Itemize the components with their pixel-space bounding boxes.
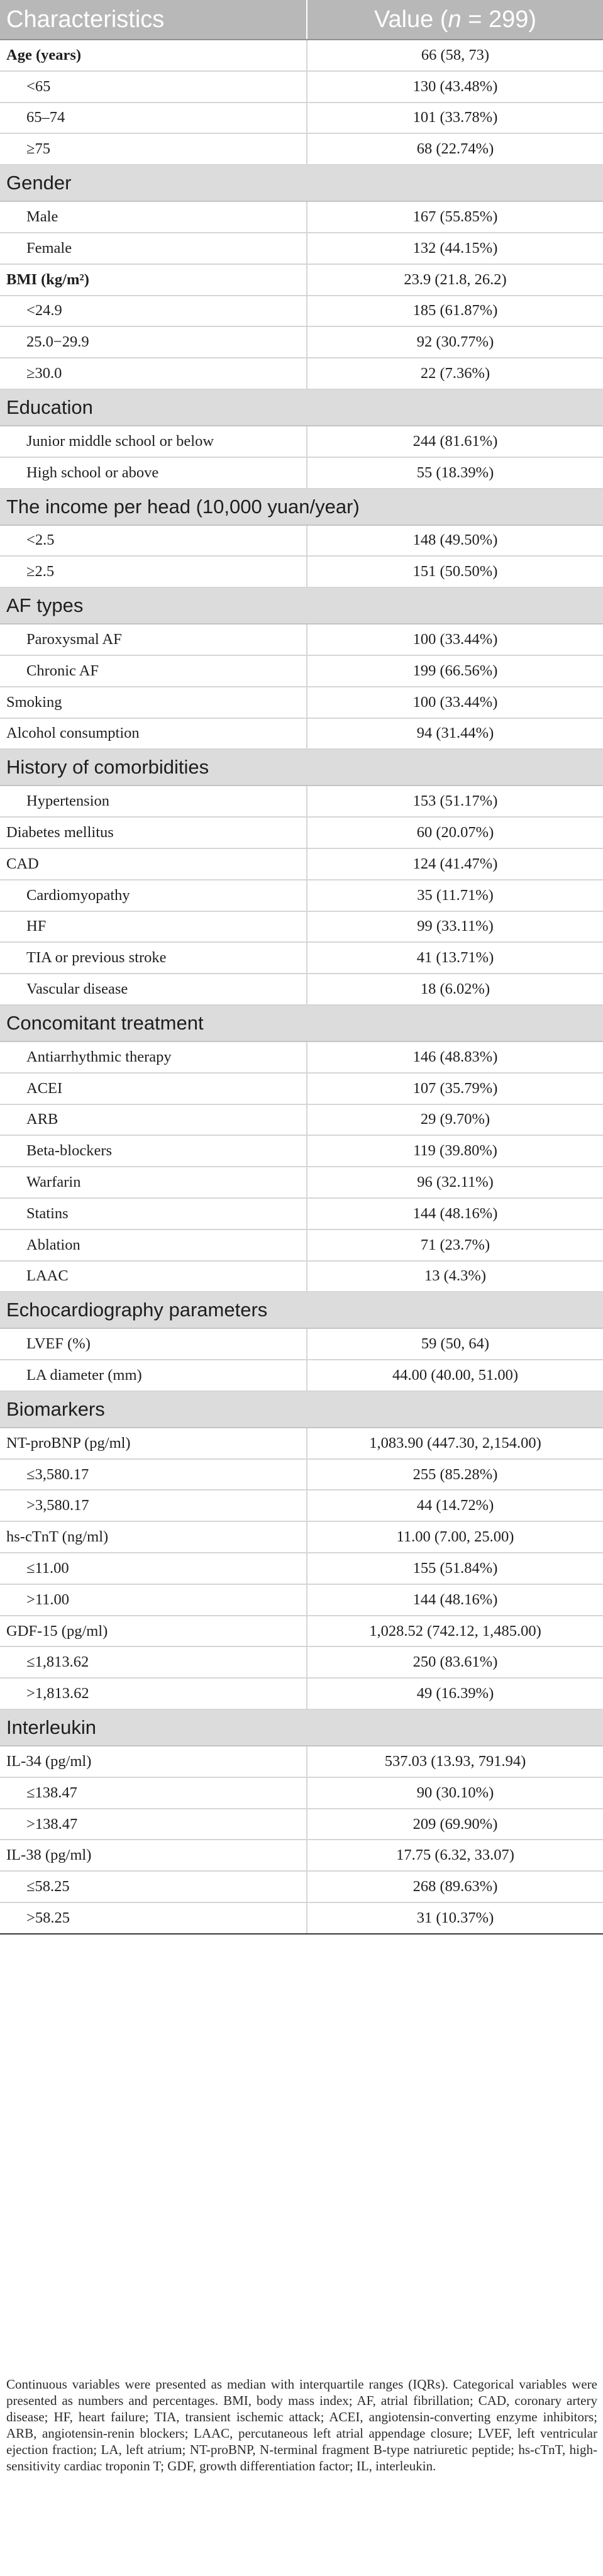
value-column-header: [307, 0, 603, 40]
row-value: 100 (33.44%): [307, 687, 603, 718]
row-label: ≤3,580.17: [0, 1459, 307, 1491]
row-label: <65: [0, 71, 307, 103]
row-label: Cardiomyopathy: [0, 880, 307, 911]
value-header-suffix: = 299): [461, 6, 537, 33]
row-value: 255 (85.28%): [307, 1459, 603, 1491]
section-title: Interleukin: [0, 1709, 603, 1746]
row-label: ≥2.5: [0, 556, 307, 587]
row-label: Female: [0, 233, 307, 264]
row-value: 1,083.90 (447.30, 2,154.00): [307, 1428, 603, 1459]
table-footnote: [6, 2376, 597, 2474]
table-row: [0, 1360, 603, 1391]
row-label: HF: [0, 911, 307, 943]
table-row: [0, 624, 603, 655]
row-value: 94 (31.44%): [307, 718, 603, 750]
row-value: 268 (89.63%): [307, 1871, 603, 1902]
row-value: 537.03 (13.93, 791.94): [307, 1746, 603, 1777]
row-label: 25.0−29.9: [0, 326, 307, 358]
table-row: [0, 264, 603, 296]
table-row: [0, 1073, 603, 1104]
row-label: Antiarrhythmic therapy: [0, 1041, 307, 1073]
row-label: Warfarin: [0, 1167, 307, 1198]
table-row: [0, 786, 603, 817]
table-row: [0, 1230, 603, 1261]
row-value: 209 (69.90%): [307, 1809, 603, 1840]
row-value: 17.75 (6.32, 33.07): [307, 1840, 603, 1871]
row-value: 49 (16.39%): [307, 1678, 603, 1709]
table-row: [0, 1809, 603, 1840]
row-value: 92 (30.77%): [307, 326, 603, 358]
table-row: [0, 426, 603, 457]
table-row: [0, 1553, 603, 1584]
row-value: 41 (13.71%): [307, 942, 603, 974]
row-label: Paroxysmal AF: [0, 624, 307, 655]
section-row: [0, 489, 603, 525]
section-row: [0, 165, 603, 201]
row-value: 124 (41.47%): [307, 848, 603, 880]
table-row: [0, 974, 603, 1005]
row-value: 90 (30.10%): [307, 1777, 603, 1809]
row-label: Statins: [0, 1198, 307, 1230]
row-value: 148 (49.50%): [307, 525, 603, 557]
row-label: LAAC: [0, 1261, 307, 1292]
row-label: NT-proBNP (pg/ml): [0, 1428, 307, 1459]
section-row: [0, 587, 603, 624]
row-value: 71 (23.7%): [307, 1230, 603, 1261]
row-value: 1,028.52 (742.12, 1,485.00): [307, 1616, 603, 1647]
table-row: [0, 718, 603, 750]
row-label: Diabetes mellitus: [0, 817, 307, 848]
row-label: >58.25: [0, 1902, 307, 1934]
row-value: 153 (51.17%): [307, 786, 603, 817]
value-header-prefix: Value (: [373, 6, 448, 33]
section-row: [0, 1391, 603, 1428]
table-row: [0, 1678, 603, 1709]
row-value: 13 (4.3%): [307, 1261, 603, 1292]
row-value: 244 (81.61%): [307, 426, 603, 457]
table-header-row: [0, 0, 603, 40]
row-label: <2.5: [0, 525, 307, 557]
row-label: BMI (kg/m²): [0, 264, 307, 296]
table-row: [0, 1902, 603, 1934]
section-title: AF types: [0, 587, 603, 624]
table-row: [0, 1261, 603, 1292]
row-label: Smoking: [0, 687, 307, 718]
row-value: 100 (33.44%): [307, 624, 603, 655]
table-body: [0, 40, 603, 1934]
section-title: Echocardiography parameters: [0, 1292, 603, 1328]
row-label: ≤1,813.62: [0, 1646, 307, 1678]
section-title: Gender: [0, 165, 603, 201]
row-label: GDF-15 (pg/ml): [0, 1616, 307, 1647]
table-row: [0, 1041, 603, 1073]
row-label: Junior middle school or below: [0, 426, 307, 457]
table-row: [0, 1616, 603, 1647]
row-label: ACEI: [0, 1073, 307, 1104]
table-row: [0, 103, 603, 134]
value-header-n: n: [448, 6, 462, 33]
row-value: 132 (44.15%): [307, 233, 603, 264]
row-label: Beta-blockers: [0, 1135, 307, 1167]
row-value: 29 (9.70%): [307, 1104, 603, 1136]
table-row: [0, 233, 603, 264]
row-value: 60 (20.07%): [307, 817, 603, 848]
row-value: 35 (11.71%): [307, 880, 603, 911]
table-row: [0, 525, 603, 557]
row-label: LVEF (%): [0, 1328, 307, 1360]
row-value: 44.00 (40.00, 51.00): [307, 1360, 603, 1391]
row-value: 44 (14.72%): [307, 1490, 603, 1521]
row-label: >138.47: [0, 1809, 307, 1840]
row-value: 101 (33.78%): [307, 103, 603, 134]
table-row: [0, 1490, 603, 1521]
row-label: Vascular disease: [0, 974, 307, 1005]
row-value: 55 (18.39%): [307, 457, 603, 489]
section-row: [0, 1709, 603, 1746]
table-row: [0, 942, 603, 974]
section-row: [0, 389, 603, 426]
table-row: [0, 817, 603, 848]
section-title: Biomarkers: [0, 1391, 603, 1428]
row-label: >1,813.62: [0, 1678, 307, 1709]
table-row: [0, 655, 603, 687]
row-value: 167 (55.85%): [307, 201, 603, 233]
table-row: [0, 1584, 603, 1616]
section-title: Concomitant treatment: [0, 1005, 603, 1041]
row-value: 59 (50, 64): [307, 1328, 603, 1360]
row-value: 99 (33.11%): [307, 911, 603, 943]
row-label: >11.00: [0, 1584, 307, 1616]
row-value: 23.9 (21.8, 26.2): [307, 264, 603, 296]
row-label: Male: [0, 201, 307, 233]
footnote-text: Continuous variables were presented as median with interquartile ranges (IQRs). Categorical variables were presented as numbers and percentages. BMI, body mass index; AF, atrial fibrillation; CAD, coronary artery disease; HF, heart failure; TIA, transient ischemic attack; ACEI, angiotensin-converting enzyme inhibitors; ARB, angiotensin-renin blockers; LAAC, percutaneous left atrial appendage closure; LVEF, left ventricular ejection fraction; LA, left atrium; NT-proBNP, N-terminal fragment B-type natriuretic peptide; hs-cTnT, high-sensitivity cardiac troponin T; GDF, growth differentiation factor; IL, interleukin.: [6, 2377, 597, 2473]
table-row: [0, 1135, 603, 1167]
section-title: Education: [0, 389, 603, 426]
table-row: [0, 687, 603, 718]
row-label: Ablation: [0, 1230, 307, 1261]
row-label: >3,580.17: [0, 1490, 307, 1521]
row-value: 11.00 (7.00, 25.00): [307, 1521, 603, 1553]
table-row: [0, 457, 603, 489]
row-label: Chronic AF: [0, 655, 307, 687]
table-row: [0, 201, 603, 233]
table-row: [0, 133, 603, 165]
section-row: [0, 749, 603, 786]
row-label: ≤58.25: [0, 1871, 307, 1902]
row-label: ≤138.47: [0, 1777, 307, 1809]
table-row: [0, 1746, 603, 1777]
row-label: Hypertension: [0, 786, 307, 817]
row-label: LA diameter (mm): [0, 1360, 307, 1391]
table-row: [0, 1104, 603, 1136]
table-row: [0, 1167, 603, 1198]
row-value: 22 (7.36%): [307, 358, 603, 389]
row-value: 130 (43.48%): [307, 71, 603, 103]
table-row: [0, 71, 603, 103]
row-value: 18 (6.02%): [307, 974, 603, 1005]
row-label: hs-cTnT (ng/ml): [0, 1521, 307, 1553]
row-label: ARB: [0, 1104, 307, 1136]
table-row: [0, 556, 603, 587]
table-row: [0, 1646, 603, 1678]
table-row: [0, 1198, 603, 1230]
row-value: 68 (22.74%): [307, 133, 603, 165]
row-value: 119 (39.80%): [307, 1135, 603, 1167]
section-row: [0, 1292, 603, 1328]
table-row: [0, 880, 603, 911]
table-row: [0, 296, 603, 327]
section-row: [0, 1005, 603, 1041]
table-row: [0, 1428, 603, 1459]
row-label: Alcohol consumption: [0, 718, 307, 750]
row-label: ≥75: [0, 133, 307, 165]
row-value: 144 (48.16%): [307, 1584, 603, 1616]
row-value: 146 (48.83%): [307, 1041, 603, 1073]
row-label: High school or above: [0, 457, 307, 489]
section-title: The income per head (10,000 yuan/year): [0, 489, 603, 525]
row-label: 65–74: [0, 103, 307, 134]
table-row: [0, 1871, 603, 1902]
row-label: TIA or previous stroke: [0, 942, 307, 974]
row-value: 151 (50.50%): [307, 556, 603, 587]
row-label: IL-34 (pg/ml): [0, 1746, 307, 1777]
row-value: 144 (48.16%): [307, 1198, 603, 1230]
row-value: 107 (35.79%): [307, 1073, 603, 1104]
table-row: [0, 1521, 603, 1553]
table-row: [0, 1459, 603, 1491]
row-value: 185 (61.87%): [307, 296, 603, 327]
row-label: ≥30.0: [0, 358, 307, 389]
table-row: [0, 40, 603, 71]
row-value: 31 (10.37%): [307, 1902, 603, 1934]
section-title: History of comorbidities: [0, 749, 603, 786]
row-label: IL-38 (pg/ml): [0, 1840, 307, 1871]
row-label: <24.9: [0, 296, 307, 327]
table-row: [0, 1777, 603, 1809]
table-row: [0, 1328, 603, 1360]
row-label: Age (years): [0, 40, 307, 71]
row-label: CAD: [0, 848, 307, 880]
row-label: ≤11.00: [0, 1553, 307, 1584]
table-row: [0, 358, 603, 389]
row-value: 66 (58, 73): [307, 40, 603, 71]
table-row: [0, 911, 603, 943]
table-row: [0, 326, 603, 358]
row-value: 96 (32.11%): [307, 1167, 603, 1198]
table-row: [0, 1840, 603, 1871]
row-value: 199 (66.56%): [307, 655, 603, 687]
row-value: 250 (83.61%): [307, 1646, 603, 1678]
row-value: 155 (51.84%): [307, 1553, 603, 1584]
characteristics-column-header: Characteristics: [0, 0, 307, 40]
table-row: [0, 848, 603, 880]
